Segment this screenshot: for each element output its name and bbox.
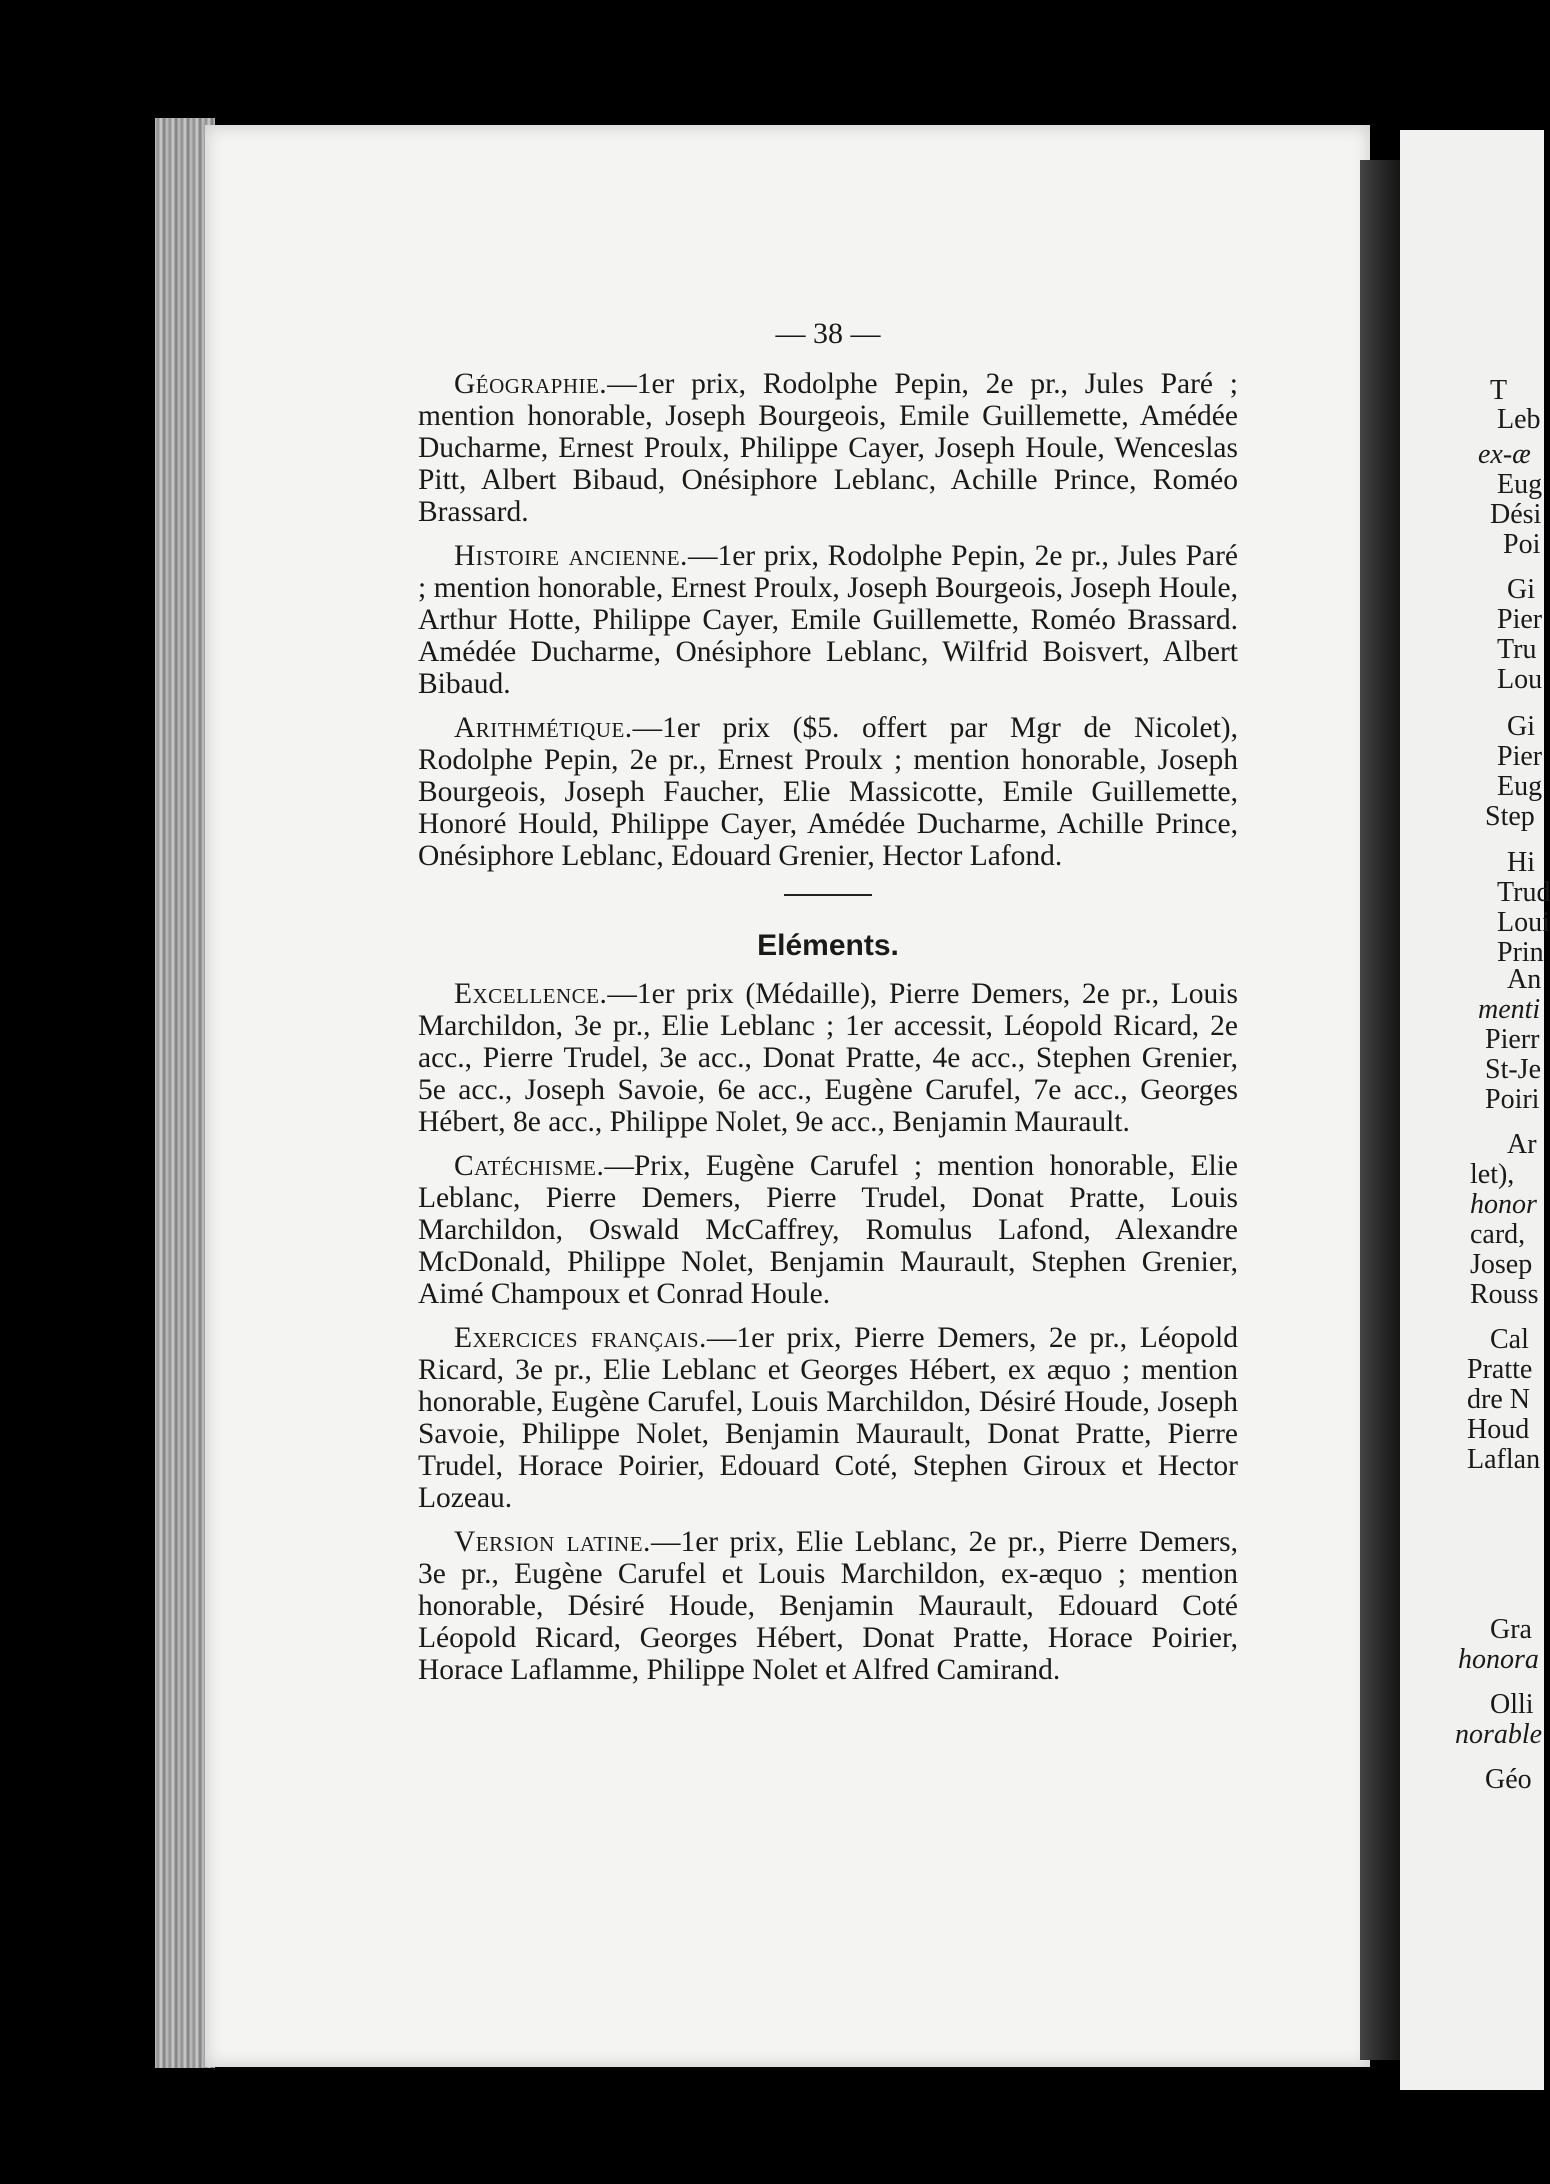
facing-page-line: Laflan (1467, 1444, 1541, 1475)
facing-page-line: Poiri (1485, 1084, 1540, 1115)
facing-page-line: Gi (1507, 711, 1535, 742)
section-body: —1er prix ($5. offert par Mgr de Nicolet), Rodolphe Pepin, 2e pr., Ernest Proulx ; mention honorable, Joseph Bourgeois, Joseph Faucher, Elie Massicotte, Emile Guillemette, Honoré Hould, Philippe Cayer, Amédée Ducharme, Achille Prince, Onésiphore Leblanc, Edouard Grenier, Hector Lafond. (418, 712, 1238, 872)
facing-page-line: norable (1455, 1719, 1543, 1750)
histoire-paragraph (418, 540, 1238, 700)
facing-page-line: Gra (1490, 1614, 1532, 1645)
facing-page-line: menti (1478, 994, 1541, 1025)
facing-page-line: Josep (1470, 1249, 1533, 1280)
facing-page-line: Loui (1497, 907, 1550, 938)
facing-page-line: Prin (1497, 937, 1544, 968)
facing-page-line: Poi (1503, 529, 1541, 560)
elements-title: Eléments. (757, 929, 899, 962)
section-heading: Catéchisme. (454, 1150, 605, 1182)
facing-page-line: Tru (1497, 634, 1537, 665)
geographie-paragraph (418, 368, 1238, 528)
section-heading: Excellence. (454, 978, 608, 1010)
facing-page-line: let), (1470, 1159, 1515, 1190)
facing-page-line: Eug (1497, 771, 1543, 802)
facing-page-line: Rouss (1470, 1279, 1539, 1310)
facing-page-line: Trud (1497, 877, 1550, 908)
book-gutter (1360, 160, 1405, 2060)
facing-page-line: honor (1470, 1189, 1537, 1220)
facing-page-line: An (1507, 964, 1542, 995)
facing-page-line: Lou (1497, 664, 1543, 695)
exercices-paragraph (418, 1322, 1238, 1514)
facing-page-line: Leb (1497, 404, 1541, 435)
version-latine-paragraph (418, 1526, 1238, 1686)
section-heading: Exercices français. (454, 1322, 707, 1354)
page-number: — 38 — (775, 317, 881, 350)
facing-page-line: Pierr (1485, 1024, 1540, 1055)
section-heading: Arithmétique. (454, 712, 633, 744)
facing-page-line: Step (1485, 801, 1535, 832)
facing-page-line: Pratte (1467, 1354, 1533, 1385)
section-body: —1er prix, Rodolphe Pepin, 2e pr., Jules Paré ; mention honorable, Joseph Bourgeois, Emile Guillemette, Amédée Ducharme, Ernest Proulx, Philippe Cayer, Joseph Houle, Wenceslas Pitt, Albert Bibaud, Onésiphore Leblanc, Achille Prince, Roméo Brassard. (418, 368, 1238, 528)
catechisme-paragraph (418, 1150, 1238, 1310)
facing-page-line: Gi (1507, 574, 1535, 605)
section-body: —1er prix (Médaille), Pierre Demers, 2e pr., Louis Marchildon, 3e pr., Elie Leblanc ; 1er accessit, Léopold Ricard, 2e acc., Pierre Trudel, 3e acc., Donat Pratte, 4e acc., Stephen Grenier, 5e acc., Joseph Savoie, 6e acc., Eugène Carufel, 7e acc., Georges Hébert, 8e acc., Philippe Nolet, 9e acc., Benjamin Maurault. (418, 978, 1238, 1138)
facing-page-line: Olli (1490, 1689, 1534, 1720)
section-heading: Version latine. (454, 1526, 651, 1558)
divider-rule (784, 894, 872, 896)
facing-page-line: Dési (1490, 499, 1542, 530)
facing-page-line: Pier (1497, 741, 1543, 772)
facing-page-line: Géo (1485, 1764, 1532, 1795)
facing-page-line: dre N (1467, 1384, 1530, 1415)
facing-page-line: Cal (1490, 1324, 1529, 1355)
arithmetique-paragraph (418, 712, 1238, 872)
section-body: —1er prix, Elie Leblanc, 2e pr., Pierre Demers, 3e pr., Eugène Carufel et Louis Marchildon, ex-æquo ; mention honorable, Désiré Houde, Benjamin Maurault, Edouard Coté Léopold Ricard, Georges Hébert, Donat Pratte, Horace Poirier, Horace Laflamme, Philippe Nolet et Alfred Camirand. (418, 1526, 1239, 1686)
facing-page-line: ex-æ (1478, 439, 1531, 470)
facing-page-line: Eug (1497, 469, 1543, 500)
facing-page-line: Hi (1507, 847, 1535, 878)
section-heading: Histoire ancienne. (454, 540, 688, 572)
excellence-paragraph (418, 978, 1238, 1138)
section-body: —1er prix, Pierre Demers, 2e pr., Léopold Ricard, 3e pr., Elie Leblanc et Georges Hébert, ex æquo ; mention honorable, Eugène Carufel, Louis Marchildon, Désiré Houde, Joseph Savoie, Philippe Nolet, Benjamin Maurault, Donat Pratte, Pierre Trudel, Horace Poirier, Edouard Coté, Stephen Giroux et Hector Lozeau. (418, 1322, 1238, 1514)
facing-page-line: St-Je (1485, 1054, 1541, 1085)
section-body: —Prix, Eugène Carufel ; mention honorable, Elie Leblanc, Pierre Demers, Pierre Trudel, Donat Pratte, Louis Marchildon, Oswald McCaffrey, Romulus Lafond, Alexandre McDonald, Philippe Nolet, Benjamin Maurault, Stephen Grenier, Aimé Champoux et Conrad Houle. (418, 1150, 1238, 1310)
facing-page-line: Ar (1507, 1129, 1537, 1160)
section-heading: Géographie. (454, 368, 608, 400)
facing-page-line: honora (1458, 1644, 1539, 1675)
section-body: —1er prix, Rodolphe Pepin, 2e pr., Jules Paré ; mention honorable, Ernest Proulx, Joseph Bourgeois, Joseph Houle, Arthur Hotte, Philippe Cayer, Emile Guillemette, Roméo Brassard. Amédée Ducharme, Onésiphore Leblanc, Wilfrid Boisvert, Albert Bibaud. (418, 540, 1238, 700)
facing-page-line: Houd (1467, 1414, 1530, 1445)
facing-page-line: Pier (1497, 604, 1543, 635)
facing-page-line: card, (1470, 1219, 1526, 1250)
facing-page-line: T (1490, 375, 1508, 406)
page-content (418, 318, 1238, 1698)
